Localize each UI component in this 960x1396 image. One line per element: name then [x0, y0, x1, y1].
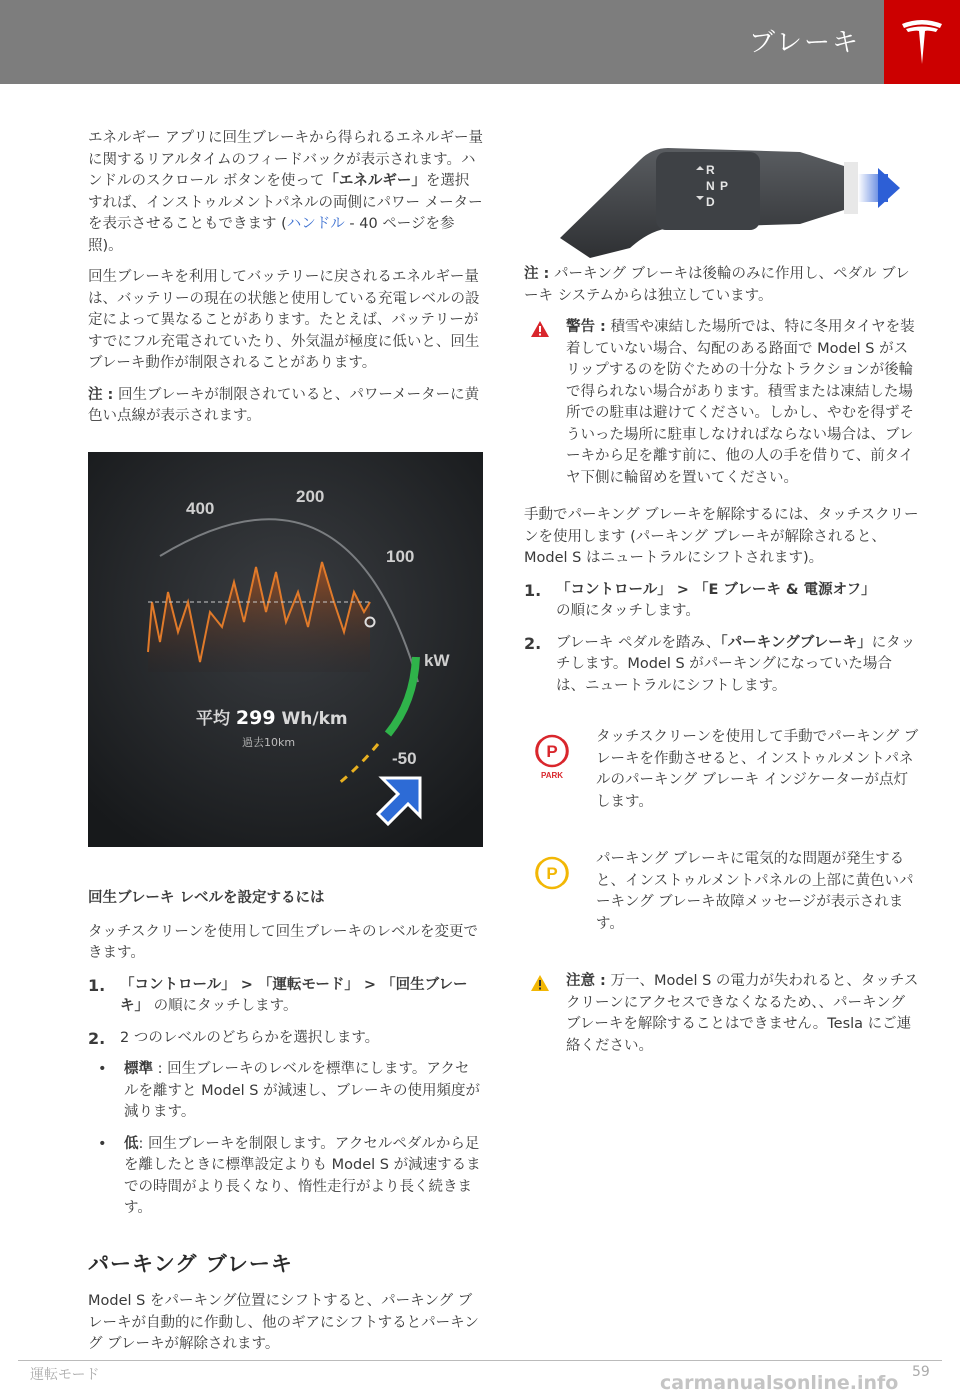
left-column — [88, 128, 483, 1366]
tesla-logo — [884, 0, 960, 84]
watermark: carmanualsonline.info — [660, 1372, 899, 1394]
warning-block: 警告 : 積雪や凍結した場所では、特に冬用タイヤを装着していない場合、勾配のある路面で Model S がスリップするのを防ぐための十分なトラクションが後輪で得られない場合があります。積雪または凍結した場所での駐車は避けてください。しかし、やむを得ずそういった場所に駐車しなければならない場合は、ブレーキから足を離す前に、他の人の手を借りて、前タイヤ下側に輪留めを置いてください。 — [524, 317, 919, 489]
power-meter-image — [88, 452, 483, 847]
average-label: 平均 299 Wh/km — [196, 706, 348, 729]
footer-divider — [18, 1360, 942, 1361]
gauge-tick-200: 200 — [296, 486, 325, 506]
svg-text:P: P — [546, 864, 558, 883]
warning-icon — [530, 320, 550, 338]
caution-block: 注意 : 万一、Model S の電力が失われると、タッチスクリーンにアクセスできなくなるため、、パーキングブレーキを解除することはできません。Tesla にご連絡ください。 — [524, 971, 919, 1057]
park-fault-icon — [532, 855, 572, 895]
average-sub-label: 過去10km — [242, 735, 296, 749]
regen-intro: タッチスクリーンを使用して回生ブレーキのレベルを変更できます。 — [88, 923, 479, 961]
energy-app-paragraph: エネルギー アプリに回生ブレーキから得られるエネルギー量に関するリアルタイムのフィードバックが表示されます。ハンドルのスクロール ボタンを使って「エネルギー」を選択すれば、インストゥルメントパネルの両側にパワー メーターを表示させることもできます (ハンドル - 40 ページを参照)。 — [88, 130, 483, 254]
svg-text:P: P — [720, 179, 729, 193]
regen-step-2: 2. 2 つのレベルのどちらかを選択します。 — [88, 1028, 380, 1048]
gauge-unit-kw: kW — [424, 650, 450, 670]
footer-section: 運転モード — [30, 1367, 100, 1383]
regen-step-1: 1. 「コントロール」 > 「運転モード」 > 「回生ブレーキ」 の順にタッチします。 — [88, 975, 468, 1014]
gauge-tick-minus50: -50 — [392, 748, 417, 768]
steering-wheel-link[interactable]: ハンドル — [286, 216, 345, 232]
gauge-tick-400: 400 — [186, 498, 215, 518]
regen-option-low: • 低: 回生ブレーキを制限します。アクセルペダルから足を離したときに標準設定よりも Model S が減速するまでの時間がより長くなり、惰性走行がより長く続きます。 — [98, 1135, 481, 1216]
gear-stalk-image — [560, 118, 900, 258]
page-header — [0, 0, 960, 84]
manual-release-paragraph: 手動でパーキング ブレーキを解除するには、タッチスクリーンを使用します (パーキング ブレーキが解除されると、Model S はニュートラルにシフトされます)。 — [524, 507, 919, 566]
parking-brake-intro: Model S をパーキング位置にシフトすると、パーキング ブレーキが自動的に作動し、他のギアにシフトするとパーキング ブレーキが解除されます。 — [88, 1293, 479, 1352]
page-title: ブレーキ — [749, 28, 860, 58]
svg-text:PARK: PARK — [540, 771, 564, 780]
tesla-logo-icon — [898, 18, 946, 66]
svg-text:P: P — [546, 742, 558, 761]
svg-text:R: R — [706, 163, 715, 177]
gauge-tick-100: 100 — [386, 546, 415, 566]
release-step-1: 1. 「コントロール」 > 「E ブレーキ & 電源オフ」 の順にタッチします。 — [524, 580, 876, 619]
right-column — [524, 264, 919, 1073]
caution-icon — [530, 974, 550, 992]
regen-section-title: 回生ブレーキ レベルを設定するには — [88, 890, 325, 906]
svg-text:D: D — [706, 195, 715, 209]
park-indicator-red: P PARK タッチスクリーンを使用して手動でパーキング ブレーキを作動させると、インストゥルメントパネルのパーキング ブレーキ インジケーターが点灯します。 — [524, 727, 919, 813]
park-red-icon — [532, 733, 572, 781]
release-step-2: 2. ブレーキ ペダルを踏み、「パーキングブレーキ」にタッチします。Model S がパーキングになっていた場合は、ニュートラルにシフトします。 — [524, 633, 916, 694]
regen-note: 注 : 回生ブレーキが制限されていると、パワーメーターに黄色い点線が表示されます。 — [88, 386, 480, 424]
parking-note: 注 : パーキング ブレーキは後輪のみに作用し、ペダル ブレーキ システムからは独立しています。 — [524, 266, 910, 304]
svg-text:N: N — [706, 179, 715, 193]
regen-option-standard: • 標準 : 回生ブレーキのレベルを標準にします。アクセルを離すと Model S が減速し、ブレーキの使用頻度が減ります。 — [98, 1061, 480, 1120]
parking-brake-heading: パーキング ブレーキ — [88, 1251, 293, 1276]
regen-amount-paragraph: 回生ブレーキを利用してバッテリーに戻されるエネルギー量は、バッテリーの現在の状態と使用している充電レベルの設定によって異なることがあります。たとえば、バッテリーがすでにフル充電されていたり、外気温が極度に低いと、回生ブレーキ動作が制限されることがあります。 — [88, 269, 480, 371]
park-indicator-yellow: P パーキング ブレーキに電気的な問題が発生すると、インストゥルメントパネルの上部に黄色いパーキング ブレーキ故障メッセージが表示されます。 — [524, 849, 919, 935]
page-number: 59 — [912, 1364, 930, 1380]
